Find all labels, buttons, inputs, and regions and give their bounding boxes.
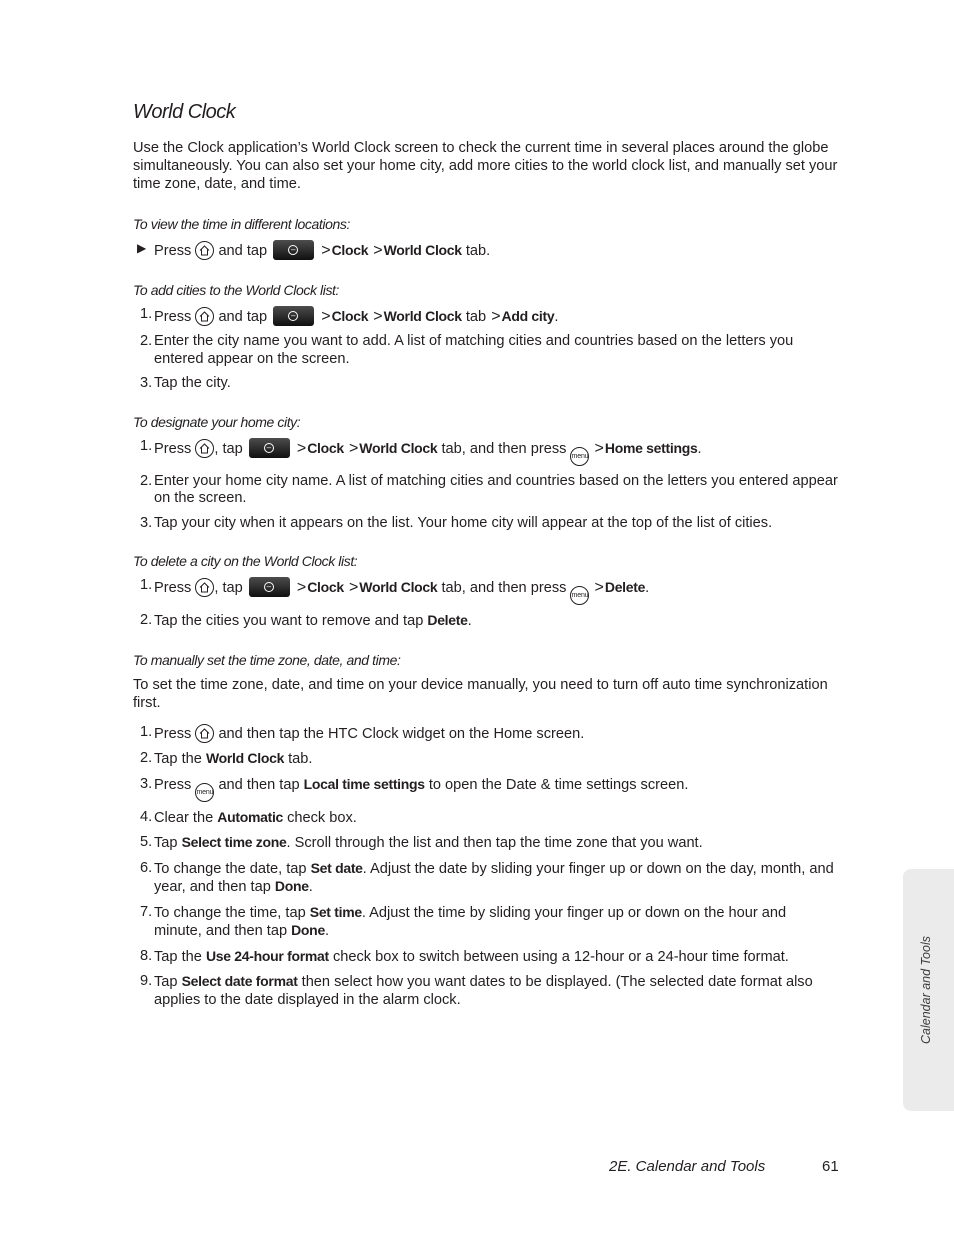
list-item: 8. Tap the Use 24-hour format check box to switch between using a 12-hour or a 24-hour time format. <box>140 947 789 965</box>
list-item: 1. Press , tap – >Clock >World Clock tab, and then press menu >Home settings. <box>133 438 838 466</box>
view-section <box>133 215 838 261</box>
list-item: 3. Tap the city. <box>140 375 231 391</box>
list-item: 3. Press menu and then tap Local time settings to open the Date & time settings screen. <box>133 776 838 802</box>
home-icon <box>195 724 214 743</box>
home-icon <box>195 439 214 458</box>
side-tab-label: Calendar and Tools <box>919 936 933 1044</box>
view-step: ▶ Press and tap – >Clock >World Clock tab. <box>137 241 491 259</box>
home-icon <box>195 578 214 597</box>
manual-section <box>133 651 838 1010</box>
list-item: 1. Press and then tap the HTC Clock widget on the Home screen. <box>140 723 585 742</box>
page-number: 61 <box>822 1158 839 1175</box>
all-apps-icon: – <box>249 438 290 458</box>
delete-heading: To delete a city on the World Clock list: <box>133 553 358 569</box>
list-item: 2. Enter the city name you want to add. A list of matching cities and countries based on the letters you entered appear on the screen. <box>140 333 794 367</box>
list-item: 2. Enter your home city name. A list of matching cities and countries based on the letters you entered appear on the screen. <box>140 472 838 506</box>
menu-icon: menu <box>570 586 589 605</box>
all-apps-icon: – <box>273 240 314 260</box>
list-item: 4. Clear the Automatic check box. <box>140 808 357 826</box>
all-apps-icon: – <box>249 577 290 597</box>
home-icon <box>195 241 214 260</box>
list-item: 1. Press , tap – >Clock >World Clock tab, and then press menu >Delete. <box>133 577 838 605</box>
all-apps-icon: – <box>273 306 314 326</box>
list-item: 6. To change the date, tap Set date. Adjust the date by sliding your finger up or down on the day, month, and year, and then tap Done. <box>140 859 834 895</box>
delete-section <box>133 552 838 631</box>
menu-icon: menu <box>195 783 214 802</box>
menu-icon: menu <box>570 447 589 466</box>
list-item: 2. Tap the World Clock tab. <box>140 750 313 767</box>
manual-heading: To manually set the time zone, date, and time: <box>133 651 401 668</box>
list-item: 2. Tap the cities you want to remove and tap Delete. <box>140 612 472 629</box>
list-item: 3. Tap your city when it appears on the list. Your home city will appear at the top of the list of cities. <box>140 514 773 531</box>
home-icon <box>195 307 214 326</box>
bullet-arrow-icon: ▶ <box>137 241 147 255</box>
page-title: World Clock <box>133 101 236 123</box>
add-section <box>133 281 838 393</box>
list-item: 5. Tap Select time zone. Scroll through the list and then tap the time zone that you want. <box>140 834 703 851</box>
intro-paragraph: Use the Clock application’s World Clock screen to check the current time in several places around the globe simultaneously. You can also set your home city, add more cities to the world clock list, and manually set your time zone, date, and time. <box>133 140 838 192</box>
manual-intro: To set the time zone, date, and time on your device manually, you need to turn off auto time synchronization first. <box>133 676 828 711</box>
footer-section-title: 2E. Calendar and Tools <box>609 1158 766 1175</box>
page-content <box>133 99 838 1016</box>
list-item: 1. Press and tap – >Clock >World Clock tab >Add city. <box>140 305 559 325</box>
view-heading: To view the time in different locations: <box>133 216 350 232</box>
home-heading: To designate your home city: <box>133 413 301 430</box>
add-heading: To add cities to the World Clock list: <box>133 281 340 298</box>
list-item: 7. To change the time, tap Set time. Adjust the time by sliding your finger up or down on the hour and minute, and then tap Done. <box>140 903 787 939</box>
home-section <box>133 413 838 533</box>
list-item: 9. Tap Select date format then select how you want dates to be displayed. (The selected date format also applies to the date displayed in the alarm clock. <box>140 973 813 1008</box>
